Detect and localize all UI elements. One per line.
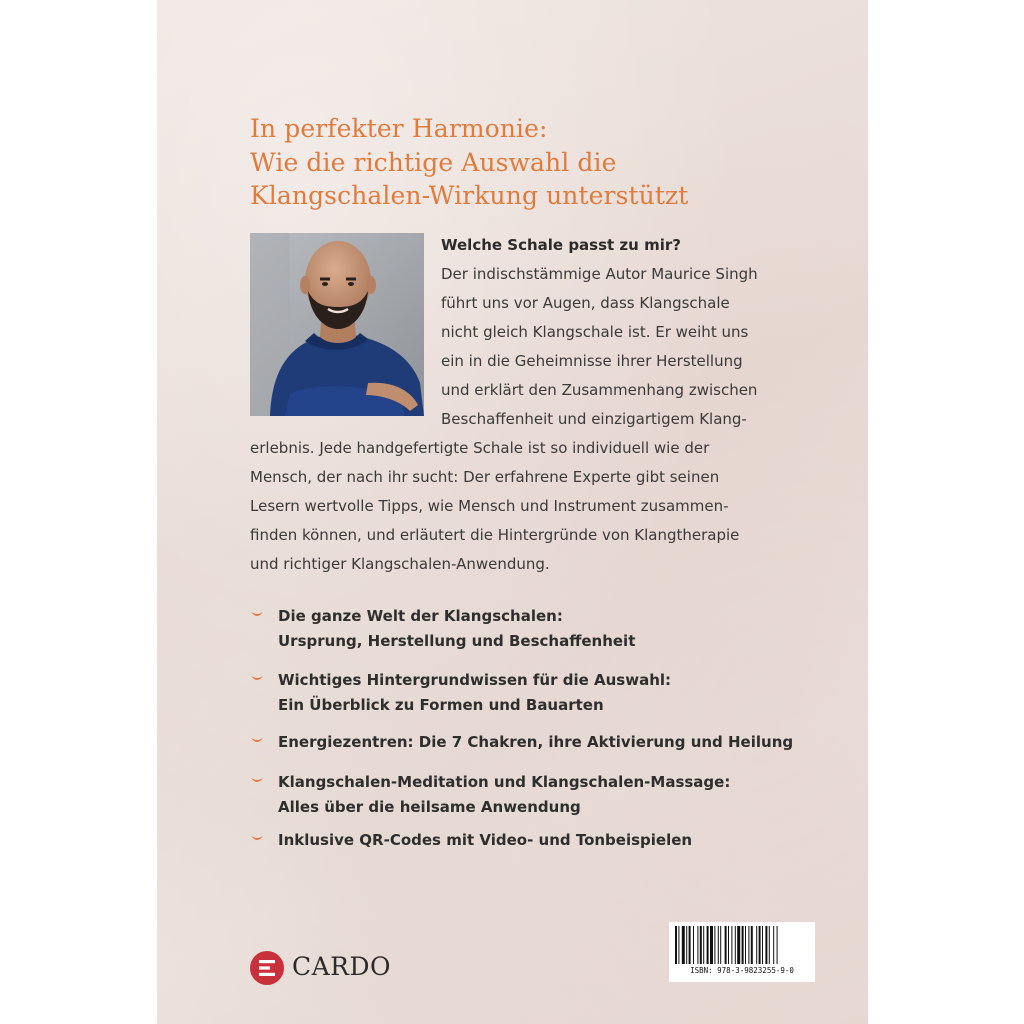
orange-bullet-icon <box>250 777 264 785</box>
body-text-line: ein in die Geheimnisse ihrer Herstellung <box>441 352 743 370</box>
headline-line: Klangschalen-Wirkung unterstützt <box>250 181 689 210</box>
orange-bullet-icon <box>250 611 264 619</box>
feature-line: Energiezentren: Die 7 Chakren, ihre Aktivierung und Heilung <box>278 733 794 751</box>
barcode-icon <box>675 926 809 966</box>
body-text-line: Der indischstämmige Autor Maurice Singh <box>441 265 758 283</box>
feature-line: Ursprung, Herstellung und Beschaffenheit <box>278 632 636 650</box>
book-back-cover <box>157 0 868 1024</box>
headline <box>250 112 850 213</box>
body-text-line: nicht gleich Klangschale ist. Er weiht uns <box>441 323 749 341</box>
isbn-number: ISBN: 978-3-9823255-9-0 <box>690 966 794 975</box>
body-text-line: Mensch, der nach ihr sucht: Der erfahrene Experte gibt seinen <box>250 468 720 486</box>
feature-line: Inklusive QR-Codes mit Video- und Tonbeispielen <box>278 831 693 849</box>
publisher-name: CARDO <box>292 952 392 981</box>
body-text-line: und erklärt den Zusammenhang zwischen <box>441 381 758 399</box>
intro-heading: Welche Schale passt zu mir? <box>441 236 681 254</box>
author-photo <box>250 233 424 416</box>
feature-line: Die ganze Welt der Klangschalen: <box>278 607 563 625</box>
body-text-line: erlebnis. Jede handgefertigte Schale ist so individuell wie der <box>250 439 710 457</box>
orange-bullet-icon <box>250 675 264 683</box>
feature-line: Ein Überblick zu Formen und Bauarten <box>278 696 604 714</box>
body-text-line: und richtiger Klangschalen-Anwendung. <box>250 555 550 573</box>
feature-line: Wichtiges Hintergrundwissen für die Auswahl: <box>278 671 672 689</box>
cardo-logo-icon <box>249 950 285 986</box>
body-text-line: Beschaffenheit und einzigartigem Klang- <box>441 410 747 428</box>
headline-line: Wie die richtige Auswahl die <box>250 147 617 177</box>
headline-line: In perfekter Harmonie: <box>250 114 548 143</box>
body-text-line: finden können, und erläutert die Hintergründe von Klangtherapie <box>250 526 740 544</box>
body-text-line: Lesern wertvolle Tipps, wie Mensch und Instrument zusammen- <box>250 497 729 515</box>
orange-bullet-icon <box>250 835 264 843</box>
isbn-barcode <box>669 922 815 982</box>
feature-line: Klangschalen-Meditation und Klangschalen-Massage: <box>278 773 731 791</box>
feature-line: Alles über die heilsame Anwendung <box>278 798 581 816</box>
body-text-line: führt uns vor Augen, dass Klangschale <box>441 294 730 312</box>
orange-bullet-icon <box>250 737 264 745</box>
